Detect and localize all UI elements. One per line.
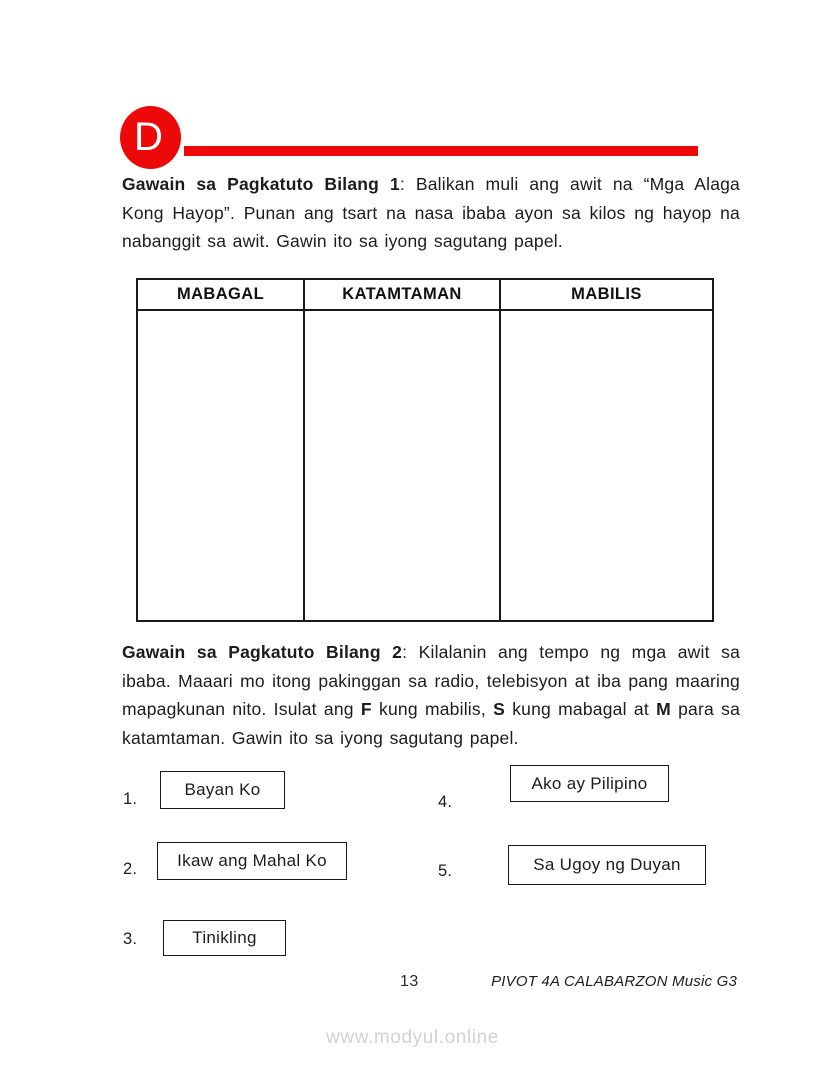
section-letter: D [134,114,163,159]
table-header-mabagal: MABAGAL [137,279,304,310]
song-box-bayan-ko: Bayan Ko [160,771,285,809]
activity2-bold-f: F [360,699,372,720]
table-cell-katamtaman [304,310,500,621]
activity2-body-seg2: kung mabilis, [371,699,494,720]
activity2-body-seg1: : Kilalanin ang tempo ng mga awit sa ibaba. Maaari mo itong pakinggan sa radio, telebisyon at iba pang maaring mapagkunan nito. Isulat ang [122,642,741,720]
section-divider-line [184,146,698,156]
activity1-title: Gawain sa Pagkatuto Bilang 1 [122,174,400,194]
song-box-ikaw-ang-mahal-ko: Ikaw ang Mahal Ko [157,842,347,880]
activity2-title: Gawain sa Pagkatuto Bilang 2 [122,642,403,662]
song-box-ako-ay-pilipino: Ako ay Pilipino [510,765,669,802]
activity2-bold-s: S [493,699,505,720]
activity1-body: : Balikan muli ang awit na “Mga Alaga Kong Hayop”. Punan ang tsart na nasa ibaba ayon sa kilos ng hayop na nabanggit sa awit. Gawin ito sa iyong sagutang papel. [122,174,740,252]
section-letter-badge [120,106,181,169]
tempo-chart-table [136,278,714,622]
activity1-instructions [122,170,740,256]
table-cell-mabagal [137,310,304,621]
item-5-number: 5. [438,862,453,880]
activity2-body-seg4: para sa katamtaman. Gawin ito sa iyong sagutang papel. [122,699,740,749]
page-number: 13 [400,973,419,990]
item-4-number: 4. [438,793,453,811]
watermark-text: www.modyul.online [326,1027,499,1048]
table-header-mabilis: MABILIS [500,279,713,310]
song-box-sa-ugoy-ng-duyan: Sa Ugoy ng Duyan [508,845,706,885]
activity2-body-seg3: kung mabagal at [504,699,657,720]
item-1-number: 1. [123,790,138,808]
song-box-tinikling: Tinikling [163,920,286,956]
activity2-bold-m: M [656,699,671,720]
table-header-katamtaman: KATAMTAMAN [304,279,500,310]
item-2-number: 2. [123,860,138,878]
table-cell-mabilis [500,310,713,621]
table-row [137,310,713,621]
activity2-instructions [122,638,740,753]
footer-module-label: PIVOT 4A CALABARZON Music G3 [491,973,737,990]
table-header-row [137,279,713,310]
item-3-number: 3. [123,930,138,948]
